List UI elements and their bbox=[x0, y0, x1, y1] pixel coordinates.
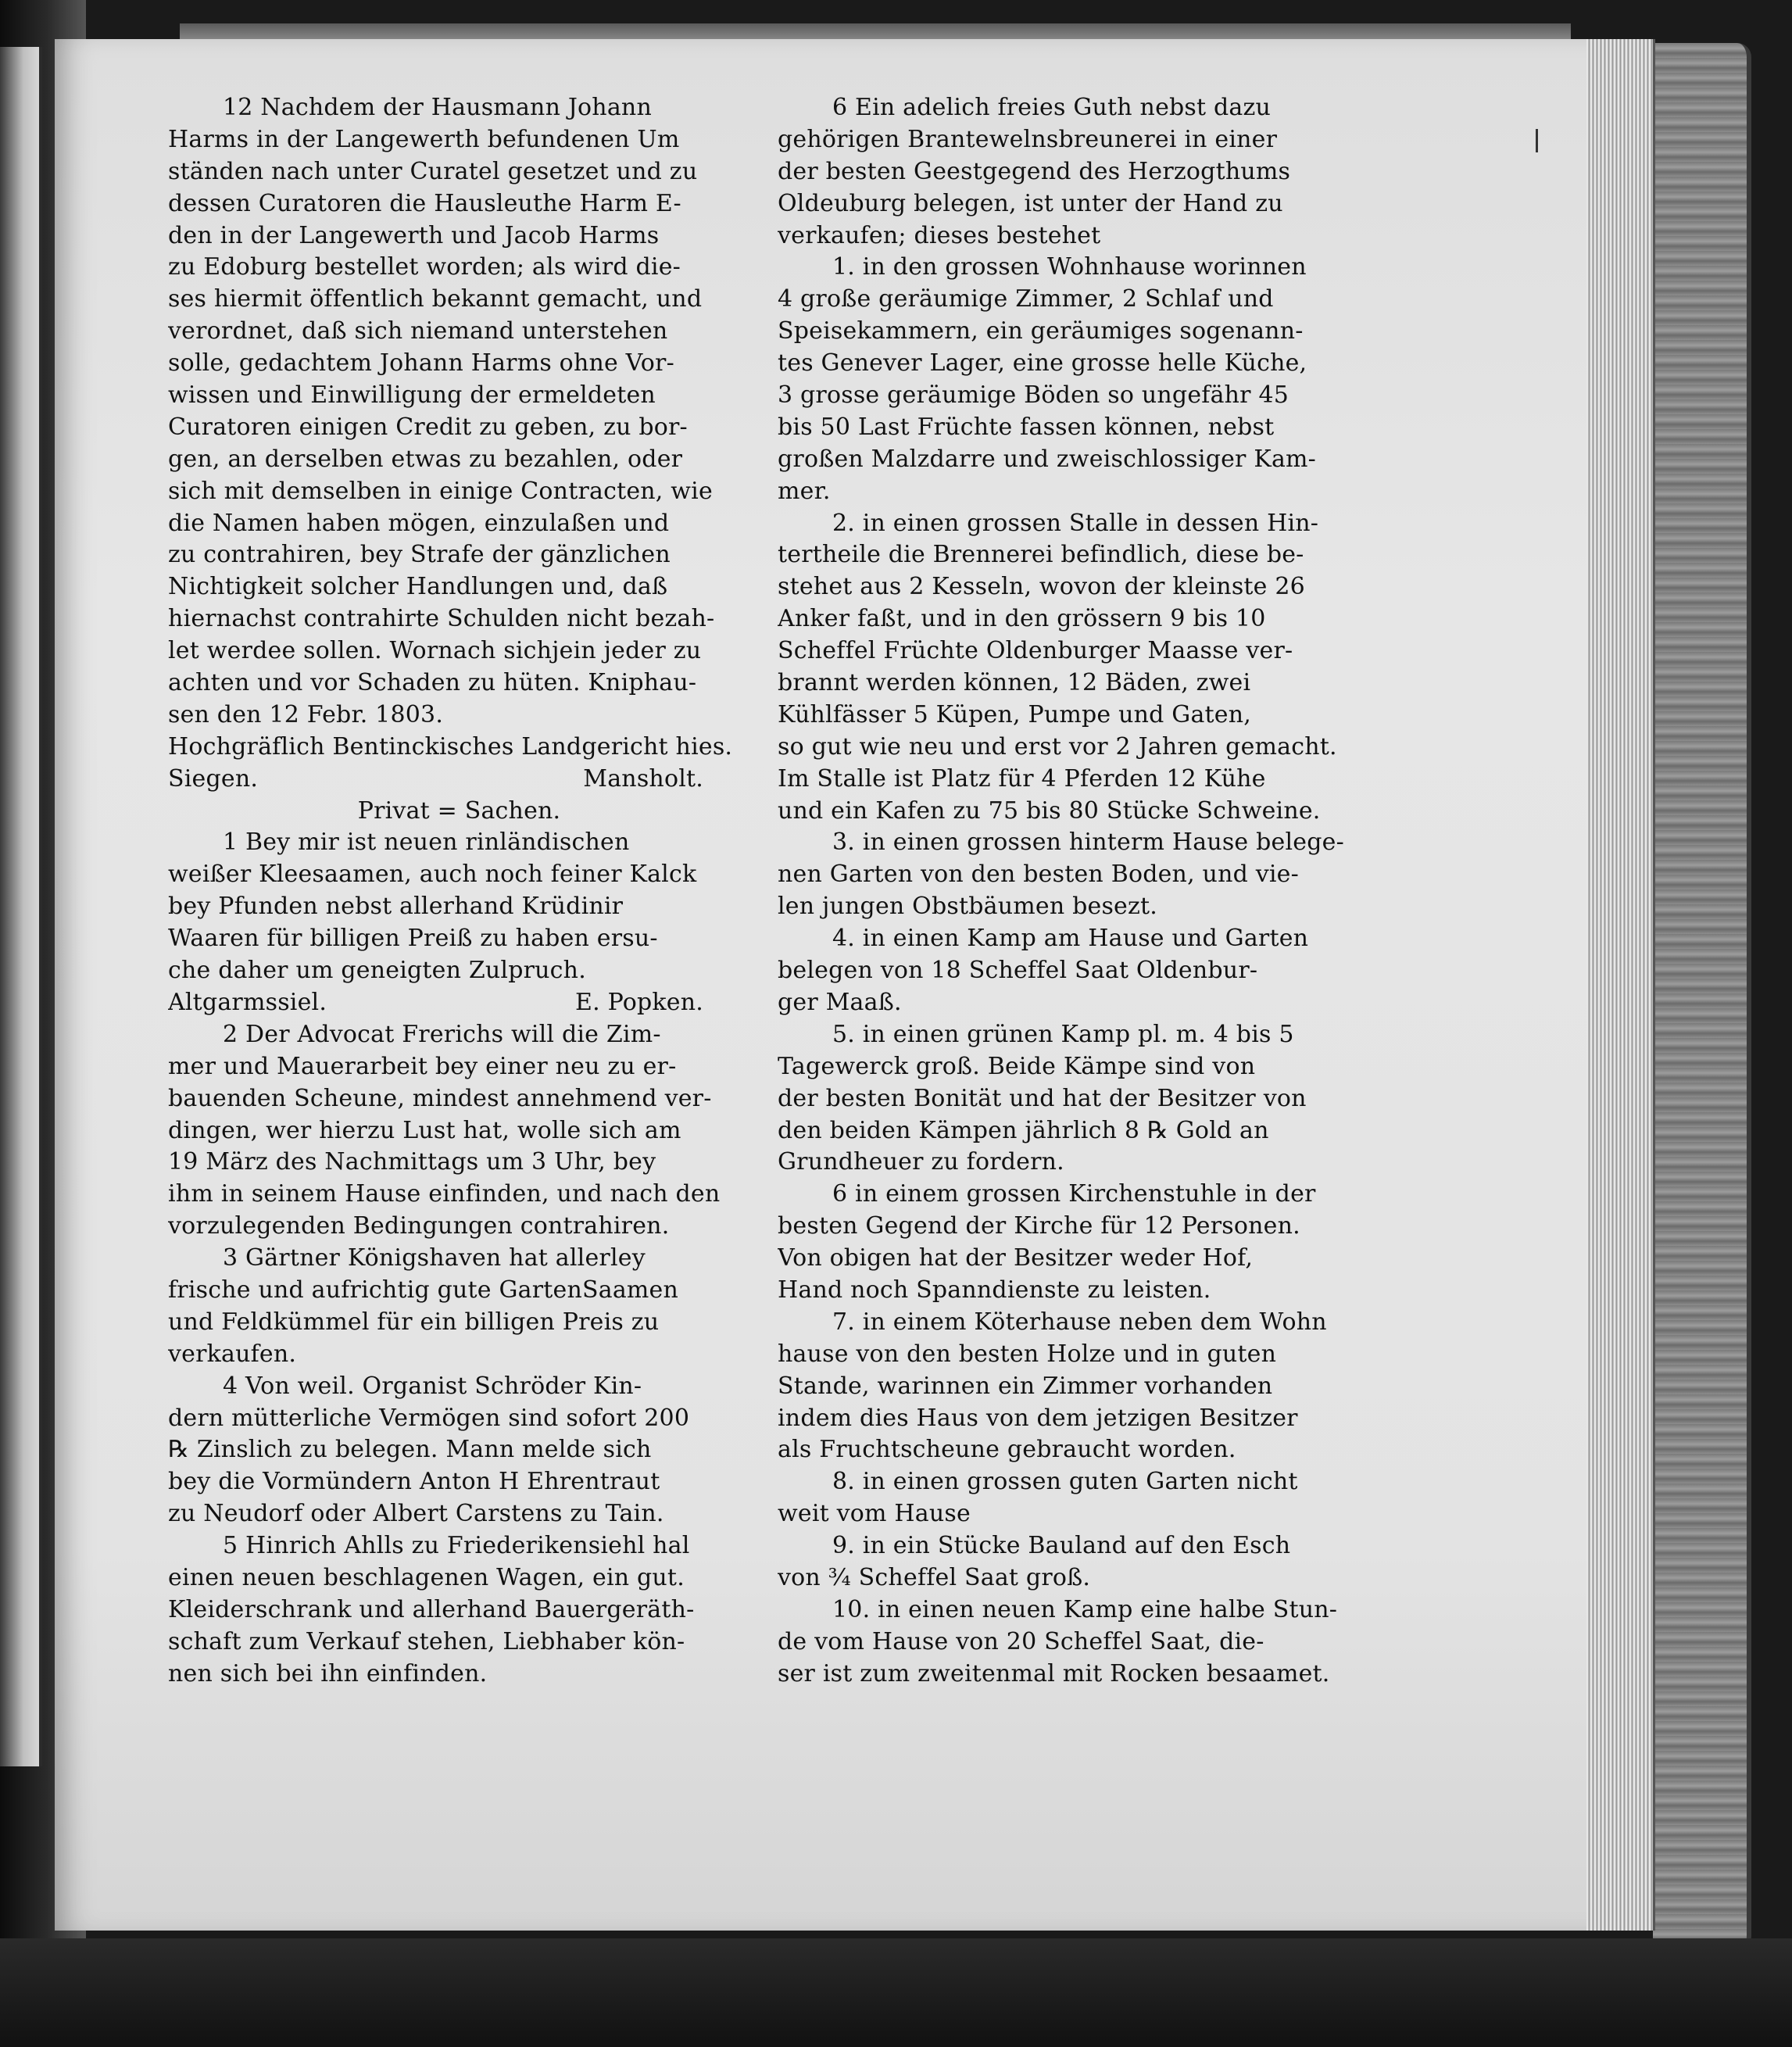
text-line: 6 Ein adelich freies Guth nebst dazu bbox=[832, 94, 1272, 121]
text-line: gen, an derselben etwas zu bezahlen, oder bbox=[168, 445, 683, 473]
text-line: bey Pfunden nebst allerhand Krüdinir bbox=[168, 893, 624, 921]
text-line: hause von den besten Holze und in guten bbox=[778, 1340, 1277, 1368]
book-cover-edge bbox=[1653, 43, 1751, 1950]
text-line: ses hiermit öffentlich bekannt gemacht, und bbox=[168, 285, 703, 313]
text-line: 10. in einen neuen Kamp eine halbe Stun- bbox=[832, 1595, 1338, 1623]
text-line: let werdee sollen. Wornach sichjein jeder zu bbox=[168, 637, 702, 665]
page-fore-edge bbox=[1579, 39, 1655, 1931]
text-line: einen neuen beschlagenen Wagen, ein gut. bbox=[168, 1563, 685, 1591]
text-line: Von obigen hat der Besitzer weder Hof, bbox=[778, 1244, 1254, 1272]
text-line: che daher um geneigten Zulpruch. bbox=[168, 957, 586, 985]
text-line: 7. in einem Köterhause neben dem Wohn bbox=[832, 1308, 1327, 1336]
text-line: 5. in einen grünen Kamp pl. m. 4 bis 5 bbox=[832, 1020, 1294, 1048]
text-line: von ¾ Scheffel Saat groß. bbox=[778, 1563, 1091, 1591]
text-line: bauenden Scheune, mindest annehmend ver- bbox=[168, 1084, 712, 1112]
text-line: de vom Hause von 20 Scheffel Saat, die- bbox=[778, 1627, 1264, 1655]
text-line: hiernachst contrahirte Schulden nicht bezah- bbox=[168, 605, 715, 633]
text-line: großen Malzdarre und zweischlossiger Kam- bbox=[778, 445, 1317, 473]
text-line: 5 Hinrich Ahlls zu Friederikensiehl hal bbox=[223, 1532, 690, 1560]
text-line: 6 in einem grossen Kirchenstuhle in der bbox=[832, 1180, 1316, 1208]
text-line: Anker faßt, und in den grössern 9 bis 10 bbox=[778, 605, 1266, 633]
left-text-column bbox=[168, 92, 750, 1691]
text-line: Im Stalle ist Platz für 4 Pferden 12 Kühe bbox=[778, 764, 1266, 793]
text-line: ger Maaß. bbox=[778, 988, 902, 1016]
text-line: Curatoren einigen Credit zu geben, zu bor- bbox=[168, 413, 688, 441]
text-line: 12 Nachdem der Hausmann Johann bbox=[223, 94, 652, 121]
text-line: tes Genever Lager, eine grosse helle Küche, bbox=[778, 349, 1307, 378]
signature-right: E. Popken. bbox=[575, 988, 703, 1016]
text-line: den beiden Kämpen jährlich 8 ℞ Gold an bbox=[778, 1116, 1269, 1144]
text-line: 1 Bey mir ist neuen rinländischen bbox=[223, 828, 630, 857]
text-line: Tagewerck groß. Beide Kämpe sind von bbox=[778, 1052, 1256, 1080]
text-line: schaft zum Verkauf stehen, Liebhaber kön- bbox=[168, 1627, 685, 1655]
text-line: vorzulegenden Bedingungen contrahiren. bbox=[168, 1212, 670, 1240]
text-line: mer. bbox=[778, 477, 831, 505]
background-bottom bbox=[0, 1938, 1792, 2047]
text-line: Kühlfässer 5 Küpen, Pumpe und Gaten, bbox=[778, 700, 1251, 728]
text-line: 3 Gärtner Königshaven hat allerley bbox=[223, 1244, 646, 1272]
signature-right: Mansholt. bbox=[583, 764, 703, 793]
text-line: als Fruchtscheune gebraucht worden. bbox=[778, 1436, 1236, 1464]
text-line: 3. in einen grossen hinterm Hause belege- bbox=[832, 828, 1344, 857]
text-line: belegen von 18 Scheffel Saat Oldenbur- bbox=[778, 957, 1258, 985]
text-line: zu Edoburg bestellet worden; als wird die- bbox=[168, 253, 681, 281]
text-line: den in der Langewerth und Jacob Harms bbox=[168, 221, 660, 249]
text-line: 9. in ein Stücke Bauland auf den Esch bbox=[832, 1532, 1291, 1560]
signature-line bbox=[168, 987, 750, 1019]
text-line: ihm in seinem Hause einfinden, und nach den bbox=[168, 1180, 721, 1208]
signature-left: Altgarmssiel. bbox=[168, 988, 327, 1016]
margin-mark bbox=[1536, 129, 1538, 152]
text-line: 3 grosse geräumige Böden so ungefähr 45 bbox=[778, 381, 1289, 410]
right-text-column bbox=[778, 92, 1360, 1691]
text-line: solle, gedachtem Johann Harms ohne Vor- bbox=[168, 349, 674, 378]
text-line: die Namen haben mögen, einzulaßen und bbox=[168, 509, 670, 537]
text-line: verkaufen; dieses bestehet bbox=[778, 221, 1101, 249]
text-line: brannt werden können, 12 Bäden, zwei bbox=[778, 669, 1251, 697]
text-line: achten und vor Schaden zu hüten. Kniphau- bbox=[168, 669, 697, 697]
text-line: ser ist zum zweitenmal mit Rocken besaamet. bbox=[778, 1659, 1330, 1687]
text-line: sich mit demselben in einige Contracten, wie bbox=[168, 477, 713, 505]
text-line: len jungen Obstbäumen besezt. bbox=[778, 893, 1157, 921]
text-line: und Feldkümmel für ein billigen Preis zu bbox=[168, 1308, 660, 1336]
text-line: nen Garten von den besten Boden, und vie- bbox=[778, 861, 1299, 889]
text-line: mer und Mauerarbeit bey einer neu zu er- bbox=[168, 1052, 677, 1080]
text-line: dern mütterliche Vermögen sind sofort 200 bbox=[168, 1404, 690, 1432]
text-line: und ein Kafen zu 75 bis 80 Stücke Schweine. bbox=[778, 796, 1321, 825]
text-line: dingen, wer hierzu Lust hat, wolle sich am bbox=[168, 1116, 681, 1144]
text-line: wissen und Einwilligung der ermeldeten bbox=[168, 381, 656, 410]
text-line: 2. in einen grossen Stalle in dessen Hin- bbox=[832, 509, 1319, 537]
text-line: verordnet, daß sich niemand unterstehen bbox=[168, 317, 668, 345]
text-line: nen sich bei ihn einfinden. bbox=[168, 1659, 488, 1687]
text-line: 8. in einen grossen guten Garten nicht bbox=[832, 1468, 1298, 1496]
text-line: 4. in einen Kamp am Hause und Garten bbox=[832, 925, 1309, 953]
text-line: 1. in den grossen Wohnhause worinnen bbox=[832, 253, 1307, 281]
section-heading: Privat = Sachen. bbox=[357, 796, 561, 825]
text-line: zu contrahiren, bey Strafe der gänzlichen bbox=[168, 541, 671, 569]
signature-line bbox=[168, 764, 750, 796]
text-line: Harms in der Langewerth befundenen Um bbox=[168, 125, 680, 153]
text-line: der besten Geestgegend des Herzogthums bbox=[778, 157, 1291, 185]
text-line: ständen nach unter Curatel gesetzet und zu bbox=[168, 157, 698, 185]
text-line: Kleiderschrank und allerhand Bauergeräth- bbox=[168, 1595, 695, 1623]
court-line: Hochgräflich Bentinckisches Landgericht hies. bbox=[168, 732, 733, 760]
text-line: Scheffel Früchte Oldenburger Maasse ver- bbox=[778, 637, 1293, 665]
text-line: 4 Von weil. Organist Schröder Kin- bbox=[223, 1372, 642, 1400]
text-line: Grundheuer zu fordern. bbox=[778, 1148, 1064, 1176]
signature-left: Siegen. bbox=[168, 764, 259, 793]
text-line: bey die Vormündern Anton H Ehrentraut bbox=[168, 1468, 660, 1496]
text-line: weit vom Hause bbox=[778, 1500, 971, 1528]
text-line: ℞ Zinslich zu belegen. Mann melde sich bbox=[168, 1436, 652, 1464]
text-line: dessen Curatoren die Hausleuthe Harm E- bbox=[168, 189, 681, 217]
text-line: weißer Kleesaamen, auch noch feiner Kalck bbox=[168, 861, 697, 889]
facing-page-edge bbox=[0, 47, 42, 1766]
text-line: indem dies Haus von dem jetzigen Besitzer bbox=[778, 1404, 1298, 1432]
text-line: tertheile die Brennerei befindlich, diese be- bbox=[778, 541, 1304, 569]
text-line: besten Gegend der Kirche für 12 Personen. bbox=[778, 1212, 1300, 1240]
text-line: Nichtigkeit solcher Handlungen und, daß bbox=[168, 573, 668, 601]
text-line: 19 März des Nachmittags um 3 Uhr, bey bbox=[168, 1148, 656, 1176]
text-line: verkaufen. bbox=[168, 1340, 297, 1368]
text-line: sen den 12 Febr. 1803. bbox=[168, 700, 444, 728]
text-line: Oldeuburg belegen, ist unter der Hand zu bbox=[778, 189, 1283, 217]
text-line: Speisekammern, ein geräumiges sogenann- bbox=[778, 317, 1304, 345]
text-line: Waaren für billigen Preiß zu haben ersu- bbox=[168, 925, 658, 953]
text-line: frische und aufrichtig gute GartenSaamen bbox=[168, 1276, 679, 1304]
text-line: gehörigen Brantewelnsbreunerei in einer bbox=[778, 125, 1278, 153]
text-line: zu Neudorf oder Albert Carstens zu Tain. bbox=[168, 1500, 664, 1528]
text-line: stehet aus 2 Kesseln, wovon der kleinste 26 bbox=[778, 573, 1305, 601]
text-line: der besten Bonität und hat der Besitzer von bbox=[778, 1084, 1307, 1112]
text-line: Stande, warinnen ein Zimmer vorhanden bbox=[778, 1372, 1273, 1400]
text-line: 2 Der Advocat Frerichs will die Zim- bbox=[223, 1020, 661, 1048]
text-line: Hand noch Spanndienste zu leisten. bbox=[778, 1276, 1211, 1304]
text-line: bis 50 Last Früchte fassen können, nebst bbox=[778, 413, 1275, 441]
text-line: 4 große geräumige Zimmer, 2 Schlaf und bbox=[778, 285, 1274, 313]
text-line: so gut wie neu und erst vor 2 Jahren gemacht. bbox=[778, 732, 1337, 760]
